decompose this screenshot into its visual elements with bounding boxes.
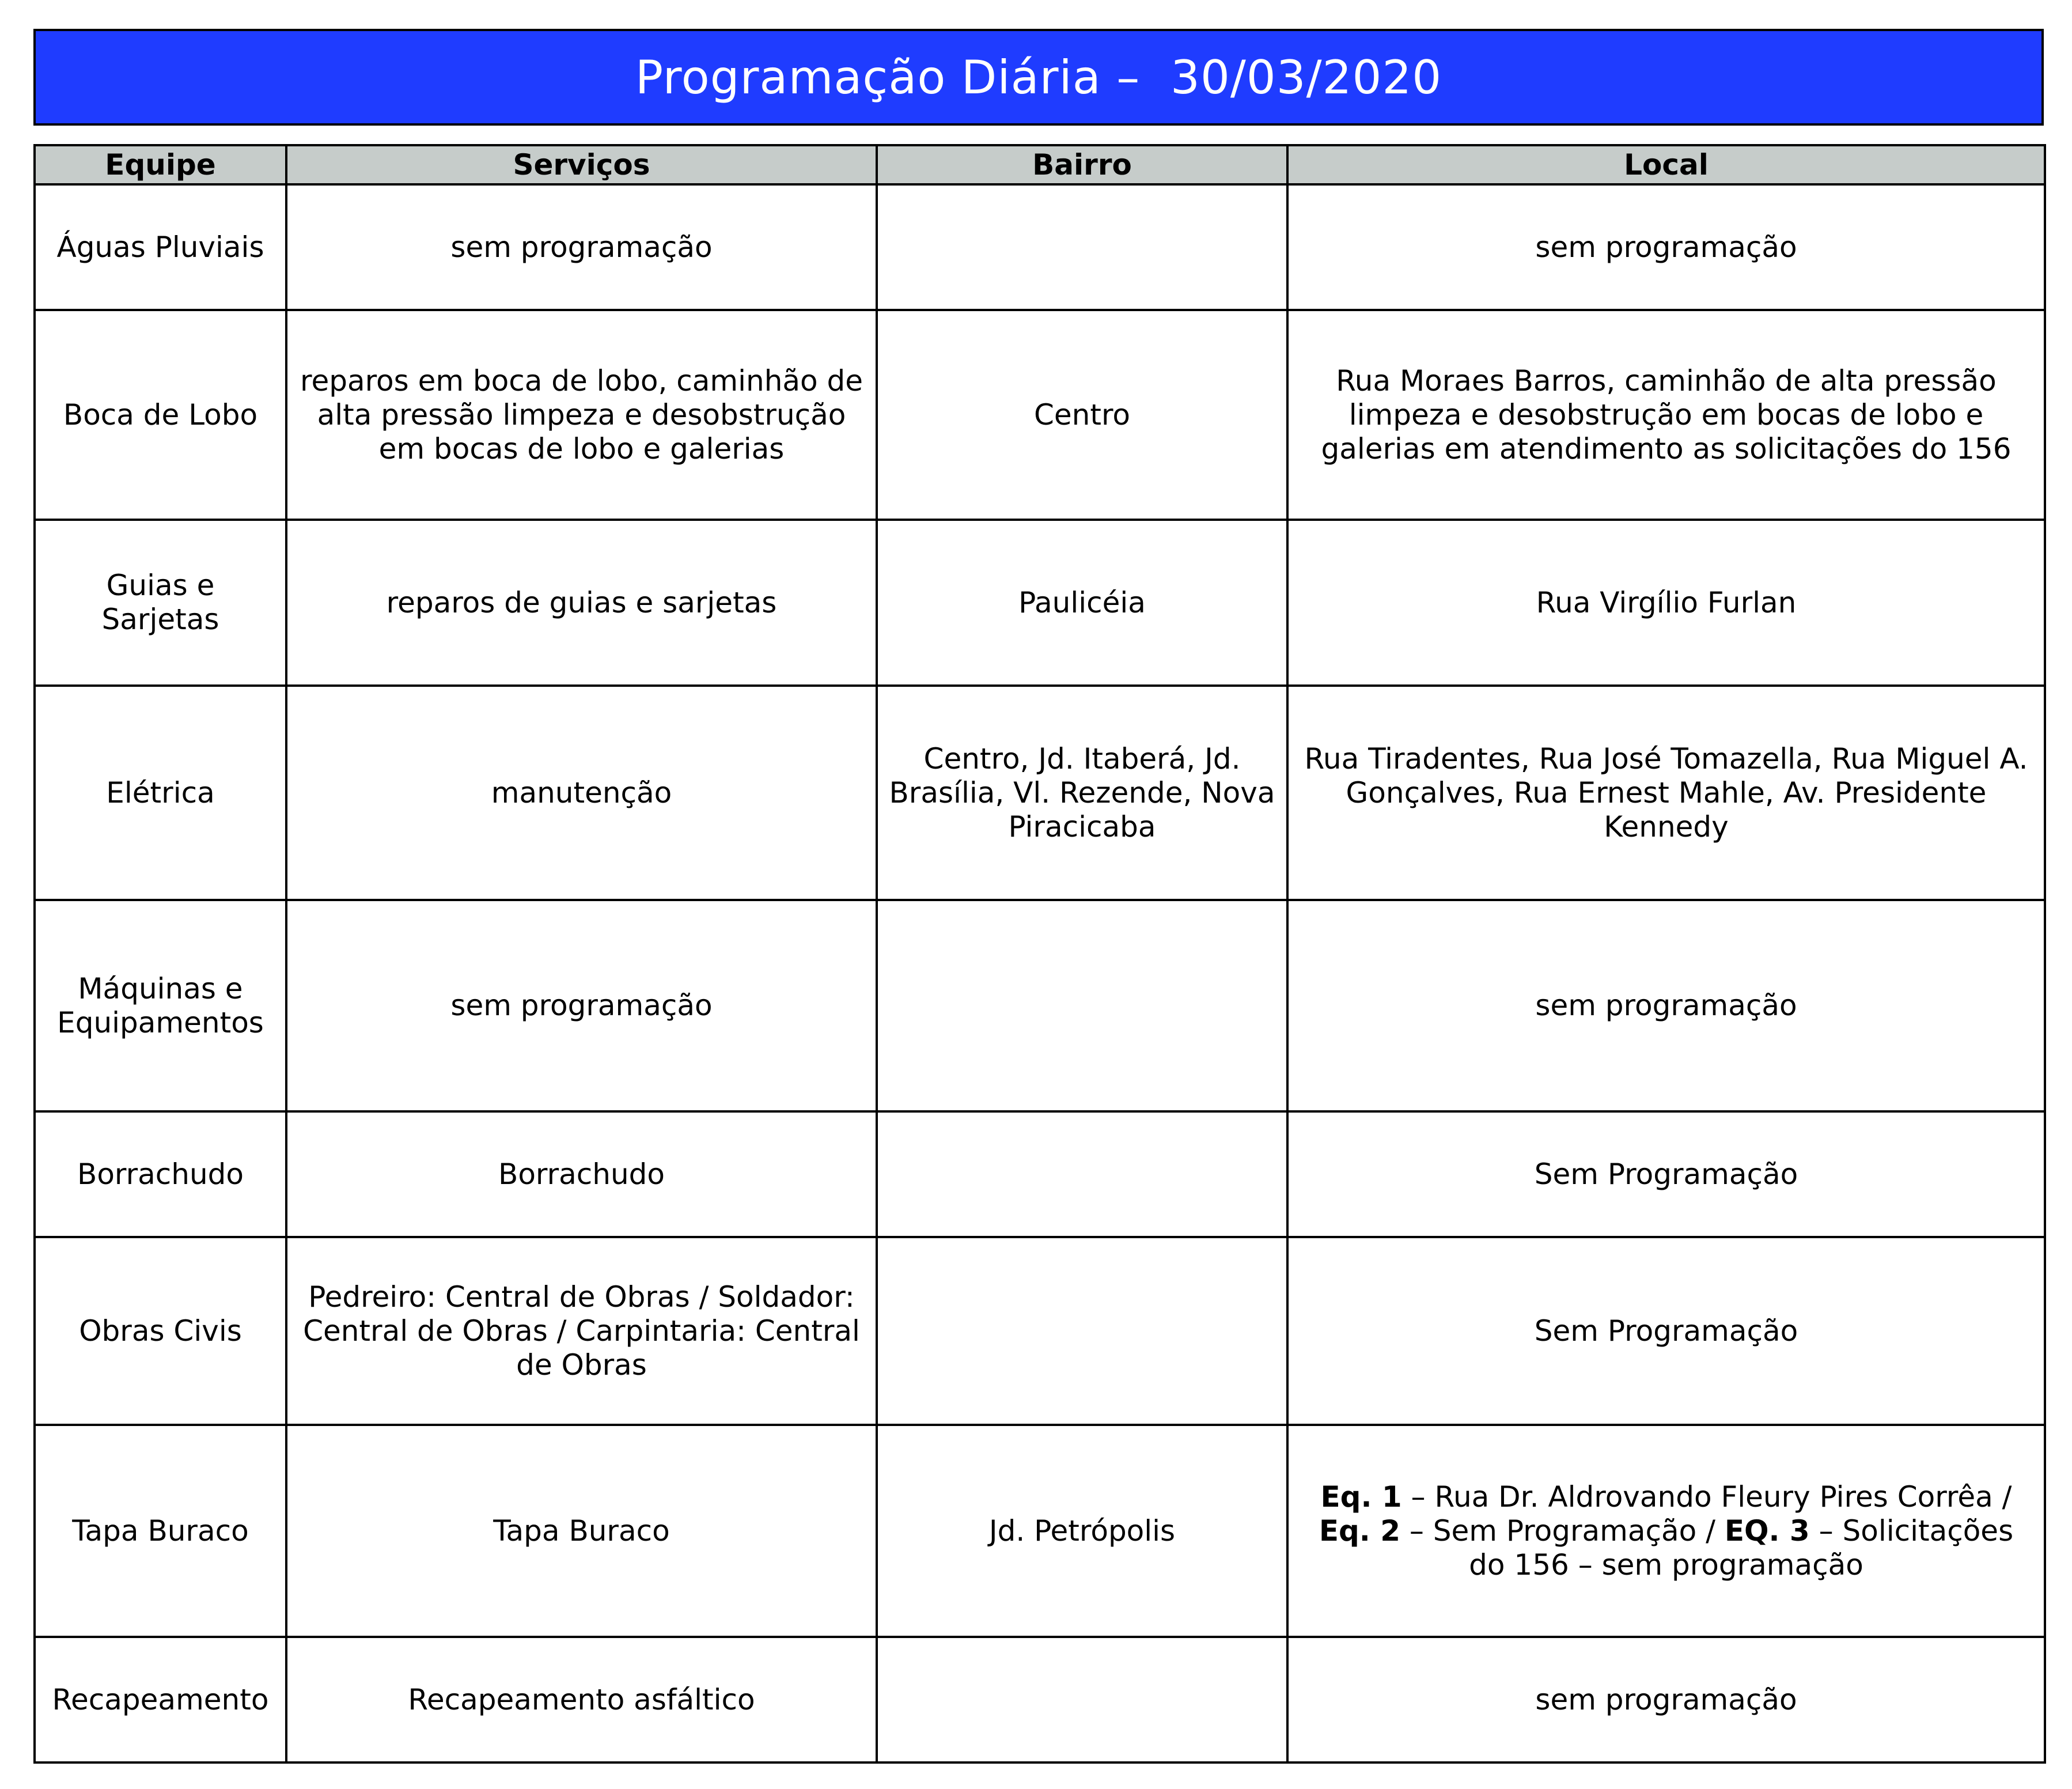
table-header-row bbox=[35, 145, 2045, 184]
cell-servicos: Recapeamento asfáltico bbox=[286, 1637, 877, 1762]
cell-local: sem programação bbox=[1287, 1637, 2045, 1762]
table-row bbox=[35, 184, 2045, 310]
cell-bairro: Jd. Petrópolis bbox=[877, 1425, 1287, 1637]
cell-equipe: Obras Civis bbox=[35, 1237, 286, 1425]
cell-bairro: Centro bbox=[877, 310, 1287, 520]
table-row bbox=[35, 900, 2045, 1111]
cell-bairro bbox=[877, 1111, 1287, 1237]
cell-servicos: manutenção bbox=[286, 686, 877, 900]
column-header-servicos: Serviços bbox=[286, 145, 877, 184]
table-row bbox=[35, 686, 2045, 900]
cell-equipe: Borrachudo bbox=[35, 1111, 286, 1237]
column-header-local: Local bbox=[1287, 145, 2045, 184]
cell-local: Rua Moraes Barros, caminhão de alta pressão limpeza e desobstrução em bocas de lobo e galerias em atendimento as solicitações do 156 bbox=[1287, 310, 2045, 520]
table-row bbox=[35, 1637, 2045, 1762]
cell-equipe: Recapeamento bbox=[35, 1637, 286, 1762]
table-row bbox=[35, 1237, 2045, 1425]
cell-local: sem programação bbox=[1287, 184, 2045, 310]
local-segment-eq1-text: – Rua Dr. Aldrovando Fleury Pires Corrêa / bbox=[1401, 1480, 2012, 1514]
cell-bairro: Centro, Jd. Itaberá, Jd. Brasília, Vl. Rezende, Nova Piracicaba bbox=[877, 686, 1287, 900]
local-segment-eq1-label: Eq. 1 bbox=[1320, 1480, 1402, 1514]
cell-servicos: Borrachudo bbox=[286, 1111, 877, 1237]
cell-equipe: Elétrica bbox=[35, 686, 286, 900]
local-segment-eq3-text: – Solicitações do 156 – sem programação bbox=[1469, 1514, 2014, 1582]
cell-local bbox=[1287, 1425, 2045, 1637]
local-segment-eq2-text: – Sem Programação / bbox=[1400, 1514, 1725, 1548]
cell-bairro bbox=[877, 184, 1287, 310]
cell-bairro bbox=[877, 900, 1287, 1111]
column-header-equipe: Equipe bbox=[35, 145, 286, 184]
local-segment-eq3-label: EQ. 3 bbox=[1724, 1514, 1810, 1548]
cell-local: Rua Tiradentes, Rua José Tomazella, Rua Miguel A. Gonçalves, Rua Ernest Mahle, Av. Presidente Kennedy bbox=[1287, 686, 2045, 900]
cell-servicos: sem programação bbox=[286, 184, 877, 310]
page-title: Programação Diária – 30/03/2020 bbox=[635, 50, 1442, 104]
cell-servicos: sem programação bbox=[286, 900, 877, 1111]
title-banner bbox=[33, 29, 2044, 126]
local-segment-eq2-label: Eq. 2 bbox=[1319, 1514, 1400, 1548]
column-header-bairro: Bairro bbox=[877, 145, 1287, 184]
cell-equipe: Águas Pluviais bbox=[35, 184, 286, 310]
cell-equipe: Guias e Sarjetas bbox=[35, 520, 286, 686]
cell-bairro bbox=[877, 1237, 1287, 1425]
table-row bbox=[35, 310, 2045, 520]
cell-servicos: reparos em boca de lobo, caminhão de alta pressão limpeza e desobstrução em bocas de lobo e galerias bbox=[286, 310, 877, 520]
cell-local: Rua Virgílio Furlan bbox=[1287, 520, 2045, 686]
cell-bairro bbox=[877, 1637, 1287, 1762]
cell-equipe: Boca de Lobo bbox=[35, 310, 286, 520]
cell-local: sem programação bbox=[1287, 900, 2045, 1111]
cell-bairro: Paulicéia bbox=[877, 520, 1287, 686]
cell-servicos: Pedreiro: Central de Obras / Soldador: Central de Obras / Carpintaria: Central de Obras bbox=[286, 1237, 877, 1425]
cell-servicos: reparos de guias e sarjetas bbox=[286, 520, 877, 686]
cell-equipe: Tapa Buraco bbox=[35, 1425, 286, 1637]
table-row bbox=[35, 1111, 2045, 1237]
table-row bbox=[35, 1425, 2045, 1637]
schedule-table bbox=[33, 144, 2046, 1764]
cell-local: Sem Programação bbox=[1287, 1111, 2045, 1237]
cell-local: Sem Programação bbox=[1287, 1237, 2045, 1425]
table-row bbox=[35, 520, 2045, 686]
cell-equipe: Máquinas e Equipamentos bbox=[35, 900, 286, 1111]
cell-servicos: Tapa Buraco bbox=[286, 1425, 877, 1637]
